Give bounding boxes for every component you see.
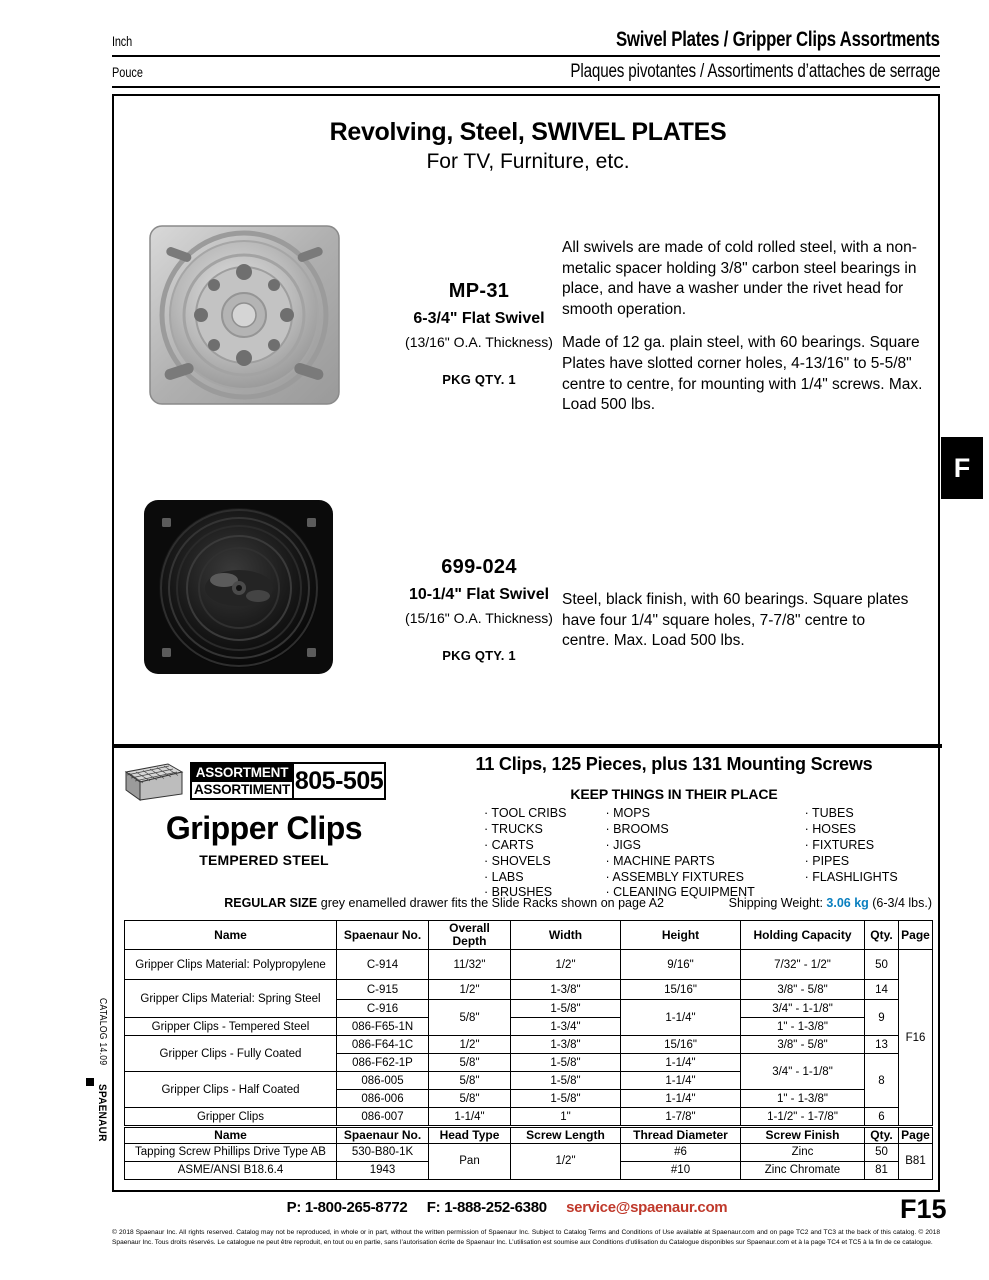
product-thickness-mp-31: (13/16" O.A. Thickness) [405, 334, 553, 350]
drawer-size-bold: REGULAR SIZE [224, 896, 318, 910]
section-tab-f: F [941, 437, 983, 499]
footer-phone: P: 1-800-265-8772 [286, 1199, 408, 1216]
cell-name: Gripper Clips - Half Coated [125, 1072, 337, 1108]
col-header-overall-depth: Overall Depth [429, 921, 511, 950]
col-header-spaenaur-no: Spaenaur No. [337, 921, 429, 950]
cell-width: 1-5/8" [511, 1090, 621, 1108]
footer-legal-english: © 2018 Spaenaur Inc. All rights reserved. Catalog may not be reproduced, in whole or in part, without the written permission of Spaenaur Inc. Subject to Catalog Terms and Conditions of Use available at Spaenaur.com and on page TC2 and TC3 at the back of this catalog. [112, 1229, 917, 1236]
list-item: · TRUCKS [484, 821, 543, 836]
cell-name: Gripper Clips [125, 1108, 337, 1126]
cell-name-line-2: ASME/ANSI B18.6.4 [125, 1162, 337, 1180]
cell-depth: 1/2" [429, 1036, 511, 1054]
cell-thread: #10 [621, 1162, 741, 1180]
footer-contact [112, 1199, 902, 1216]
table-header-row [125, 1128, 933, 1144]
col-header-qty: Qty. [865, 921, 899, 950]
cell-sku: C-916 [337, 1000, 429, 1018]
list-item: · MOPS [605, 806, 650, 820]
table-header-row [125, 921, 933, 950]
list-item: · JIGS [605, 837, 641, 852]
cell-qty: 50 [865, 950, 899, 980]
header-unit-english: Inch [112, 33, 133, 49]
cell-height: 1-1/4" [621, 1072, 741, 1090]
cell-name: Gripper Clips Material: Spring Steel [125, 980, 337, 1018]
cell-screw-length: 1/2" [511, 1144, 621, 1180]
cell-name-line-1: Tapping Screw Phillips Drive Type AB [125, 1144, 337, 1162]
brand-vertical: SPAENAUR [96, 1084, 108, 1142]
uses-column-3 [805, 806, 944, 901]
gripper-clips-spec-table [124, 920, 933, 1126]
shipping-weight-value: 3.06 kg [826, 896, 869, 910]
cell-capacity: 3/4" - 1-1/8" [741, 1000, 865, 1018]
list-item: · HOSES [804, 821, 857, 836]
cell-sku: 086-F64-1C [337, 1036, 429, 1054]
col-header-height: Height [621, 921, 741, 950]
drawer-assortment-icon [124, 760, 186, 804]
cell-height: 1-7/8" [621, 1108, 741, 1126]
product-body-699-024 [562, 590, 914, 652]
gripper-clips-tagline: KEEP THINGS IN THEIR PLACE [570, 786, 778, 802]
col-header-holding-capacity: Holding Capacity [741, 921, 865, 950]
list-item: · TOOL CRIBS [484, 806, 567, 820]
cell-page: B81 [899, 1144, 933, 1180]
cell-capacity: 7/32" - 1/2" [741, 950, 865, 980]
product-number-mp-31: MP-31 [448, 280, 510, 302]
gripper-clips-subtitle: TEMPERED STEEL [199, 852, 329, 868]
product-body-mp-31 [562, 238, 924, 416]
cell-capacity: 3/4" - 1-1/8" [741, 1054, 865, 1090]
product-description-mp-31: 6-3/4" Flat Swivel [413, 310, 545, 327]
list-item: · LABS [484, 869, 524, 884]
cell-qty: 50 [865, 1144, 899, 1162]
cell-depth: 5/8" [429, 1090, 511, 1108]
cell-capacity: 1" - 1-3/8" [741, 1090, 865, 1108]
product-pkg-qty-699-024: PKG QTY. 1 [442, 648, 516, 663]
product-image-mp-31 [142, 220, 347, 415]
cell-depth: 11/32" [429, 950, 511, 980]
cell-height: 9/16" [621, 950, 741, 980]
mounting-screws-table [124, 1127, 933, 1180]
cell-finish: Zinc Chromate [741, 1162, 865, 1180]
shipping-weight-imperial: (6-3/4 lbs.) [868, 896, 932, 910]
footer-page-number: F15 [900, 1194, 947, 1224]
cell-depth: 5/8" [429, 1072, 511, 1090]
cell-height: 1-1/4" [621, 1000, 741, 1036]
cell-depth: 5/8" [429, 1054, 511, 1072]
swivel-section-subtitle: For TV, Furniture, etc. [426, 150, 630, 173]
product-body-paragraph-1: Steel, black finish, with 60 bearings. Square plates have four 1/4" square holes, 7-7/8" centre to centre. Max. Load 500 lbs. [562, 591, 909, 650]
col-header-spaenaur-no: Spaenaur No. [337, 1128, 429, 1144]
cell-qty: 6 [865, 1108, 899, 1126]
list-item: · FIXTURES [804, 837, 875, 852]
footer-fax: F: 1-888-252-6380 [426, 1199, 547, 1216]
product-label-mp-31 [364, 280, 594, 387]
footer-email[interactable]: service@spaenaur.com [566, 1199, 728, 1216]
gripper-clips-headline: 11 Clips, 125 Pieces, plus 131 Mounting Screws [475, 754, 873, 774]
drawer-note-row [124, 896, 932, 910]
col-header-screw-finish: Screw Finish [741, 1128, 865, 1144]
cell-width: 1-5/8" [511, 1000, 621, 1018]
shipping-weight-label: Shipping Weight: [728, 896, 827, 910]
gripper-clips-section [114, 748, 942, 1192]
header-row-french [112, 57, 940, 88]
list-item: · CARTS [484, 837, 534, 852]
cell-depth: 1/2" [429, 980, 511, 1000]
list-item: · BROOMS [605, 821, 669, 836]
assortment-label-english: ASSORTMENT [192, 764, 292, 781]
cell-height: 15/16" [621, 1036, 741, 1054]
cell-width: 1-3/4" [511, 1018, 621, 1036]
cell-width: 1-5/8" [511, 1054, 621, 1072]
page-header [112, 28, 940, 88]
gripper-clips-title: Gripper Clips [165, 810, 363, 846]
cell-capacity: 1" - 1-3/8" [741, 1018, 865, 1036]
assortment-number: 805-505 [292, 764, 384, 798]
table-row [125, 980, 933, 1000]
list-item: · TUBES [804, 806, 854, 820]
cell-width: 1-3/8" [511, 1036, 621, 1054]
assortment-label-french: ASSORTIMENT [193, 782, 291, 798]
uses-column-2 [605, 806, 804, 901]
list-item: · MACHINE PARTS [605, 853, 715, 868]
cell-sku: 086-F62-1P [337, 1054, 429, 1072]
cell-sku: 086-007 [337, 1108, 429, 1126]
col-header-page: Page [899, 921, 933, 950]
drawer-size-rest: grey enamelled drawer fits the Slide Racks shown on page A2 [317, 896, 664, 910]
list-item: · ASSEMBLY FIXTURES [605, 869, 744, 884]
cell-qty: 8 [865, 1054, 899, 1108]
col-header-head-type: Head Type [429, 1128, 511, 1144]
content-frame [112, 94, 940, 1192]
cell-capacity: 1-1/2" - 1-7/8" [741, 1108, 865, 1126]
table-row [125, 1144, 933, 1162]
cell-qty: 13 [865, 1036, 899, 1054]
catalog-edition-vertical: CATALOG 14.09 [97, 998, 108, 1066]
list-item: · FLASHLIGHTS [804, 869, 898, 884]
cell-thread: #6 [621, 1144, 741, 1162]
cell-width: 1" [511, 1108, 621, 1126]
cell-qty: 81 [865, 1162, 899, 1180]
col-header-page: Page [899, 1128, 933, 1144]
col-header-qty: Qty. [865, 1128, 899, 1144]
header-unit-french: Pouce [112, 64, 143, 80]
cell-sku: C-915 [337, 980, 429, 1000]
list-item: · SHOVELS [484, 853, 551, 868]
cell-sku: 530-B80-1K [337, 1144, 429, 1162]
cell-depth: 5/8" [429, 1000, 511, 1036]
cell-page: F16 [899, 950, 933, 1126]
cell-capacity: 3/8" - 5/8" [741, 1036, 865, 1054]
product-image-699-024 [136, 492, 341, 687]
cell-qty: 14 [865, 980, 899, 1000]
cell-width: 1-5/8" [511, 1072, 621, 1090]
cell-width: 1/2" [511, 950, 621, 980]
cell-sku: 086-F65-1N [337, 1018, 429, 1036]
cell-name: Gripper Clips Material: Polypropylene [125, 950, 337, 980]
cell-width: 1-3/8" [511, 980, 621, 1000]
cell-head-type: Pan [429, 1144, 511, 1180]
product-description-699-024: 10-1/4" Flat Swivel [408, 586, 550, 603]
table-row [125, 950, 933, 980]
col-header-width: Width [511, 921, 621, 950]
cell-qty: 9 [865, 1000, 899, 1036]
cell-height: 1-1/4" [621, 1090, 741, 1108]
uses-column-1 [484, 806, 605, 901]
cell-depth: 1-1/4" [429, 1108, 511, 1126]
cell-finish: Zinc [741, 1144, 865, 1162]
table-row [125, 1036, 933, 1054]
footer-legal [112, 1228, 940, 1247]
cell-height: 1-1/4" [621, 1054, 741, 1072]
header-title-french: Plaques pivotantes / Assortiments d’attaches de serrage [570, 61, 940, 82]
shipping-weight [664, 896, 932, 910]
product-body-paragraph-1: All swivels are made of cold rolled steel, with a non-metalic spacer holding 3/8" carbon steel bearings in place, and have a washer under the rivet head for smooth operation. [562, 239, 917, 318]
swivel-plate-black-illustration [136, 492, 341, 682]
swivel-plate-grey-illustration [142, 220, 347, 410]
product-label-699-024 [364, 556, 594, 663]
header-title-english: Swivel Plates / Gripper Clips Assortments [616, 28, 940, 51]
list-item: · CLEANING EQUIPMENT [605, 885, 755, 900]
cell-name: Gripper Clips - Fully Coated [125, 1036, 337, 1072]
drawer-size-note [124, 896, 664, 910]
col-header-thread-diameter: Thread Diameter [621, 1128, 741, 1144]
table-row [125, 1108, 933, 1126]
cell-capacity: 3/8" - 5/8" [741, 980, 865, 1000]
cell-name: Gripper Clips - Tempered Steel [125, 1018, 337, 1036]
product-body-paragraph-2: Made of 12 ga. plain steel, with 60 bearings. Square Plates have slotted corner holes, 4-13/16" to 5-5/8" centre to centre, for mounting with 1/4" screws. Max. Load 500 lbs. [562, 334, 923, 414]
swivel-section-title: Revolving, Steel, SWIVEL PLATES [329, 118, 727, 146]
product-number-699-024: 699-024 [441, 556, 517, 578]
brand-logo-mark [86, 1078, 94, 1086]
cell-sku: 1943 [337, 1162, 429, 1180]
col-header-screw-length: Screw Length [511, 1128, 621, 1144]
col-header-name: Name [125, 921, 337, 950]
cell-sku: 086-005 [337, 1072, 429, 1090]
table-row [125, 1018, 933, 1036]
cell-sku: 086-006 [337, 1090, 429, 1108]
product-thickness-699-024: (15/16" O.A. Thickness) [405, 610, 553, 626]
header-row-english [112, 28, 940, 57]
list-item: · BRUSHES [484, 885, 553, 900]
assortment-badge [190, 762, 386, 800]
product-pkg-qty-mp-31: PKG QTY. 1 [442, 372, 516, 387]
cell-height: 15/16" [621, 980, 741, 1000]
assortment-badge-labels [192, 764, 292, 798]
col-header-name: Name [125, 1128, 337, 1144]
footer-legal-french: © 2018 Spaenaur Inc. Tous droits réservés. Le catalogue ne peut être reproduit, en tout ou en partie, sans l’autorisation écrite de Spaenaur Inc. L’utilisation est soumise aux Conditions d’utilisation du Catalogue disponibles sur Spaenaur.com et à la page TC4 et TC5 à la fin de ce catalogue. [112, 1229, 940, 1246]
cell-sku: C-914 [337, 950, 429, 980]
list-item: · PIPES [804, 853, 850, 868]
gripper-clips-uses-list [484, 806, 944, 901]
